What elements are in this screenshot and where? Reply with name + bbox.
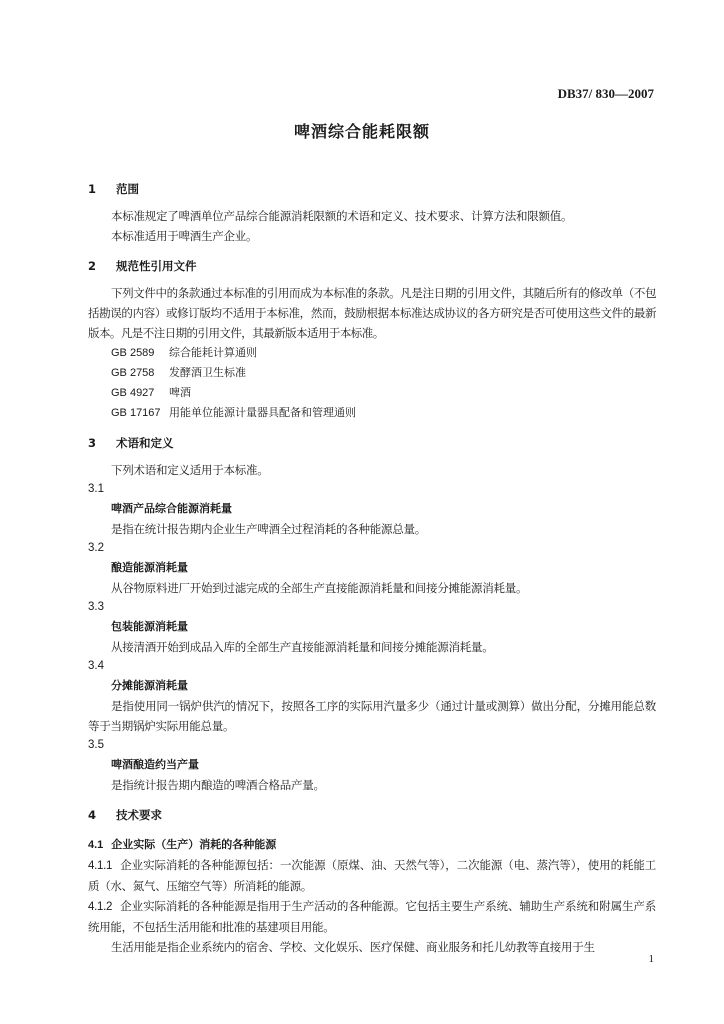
subsection-title: 企业实际（生产）消耗的各种能源 xyxy=(111,838,277,851)
reference-item xyxy=(111,403,656,423)
page-number: 1 xyxy=(648,953,654,965)
paragraph: 本标准适用于啤酒生产企业。 xyxy=(111,229,258,243)
standard-code: DB37/ 830—2007 xyxy=(557,86,654,101)
clause-number: 4.1.1 xyxy=(88,860,113,872)
paragraph: 下列术语和定义适用于本标准。 xyxy=(111,463,269,477)
reference-item xyxy=(111,383,656,403)
term-number: 3.4 xyxy=(88,660,104,672)
section-2-heading xyxy=(88,255,656,277)
term-name: 啤酒酿造约当产量 xyxy=(111,758,199,771)
term-definition: 从谷物原料进厂开始到过滤完成的全部生产直接能源消耗量和间接分摊能源消耗量。 xyxy=(111,581,528,595)
term-definition: 是指使用同一锅炉供汽的情况下，按照各工序的实际用汽量多少（通过计量或测算）做出分配，分摊用能总数等于当期锅炉实际用能总量。 xyxy=(88,699,656,733)
section-title: 规范性引用文件 xyxy=(116,259,197,273)
section-4-heading xyxy=(88,804,656,826)
reference-item xyxy=(111,363,656,383)
section-number: 3 xyxy=(88,436,97,450)
reference-code: GB 17167 xyxy=(111,407,161,419)
clause-4-1-2 xyxy=(88,896,656,937)
section-1-heading xyxy=(88,178,656,200)
clause-text: 企业实际消耗的各种能源包括：一次能源（原煤、油、天然气等），二次能源（电、蒸汽等），使用的耗能工质（水、氮气、压缩空气等）所消耗的能源。 xyxy=(88,858,656,893)
document-body xyxy=(88,178,656,957)
term-definition: 从接清酒开始到成品入库的全部生产直接能源消耗量和间接分摊能源消耗量。 xyxy=(111,640,494,654)
paragraph: 本标准规定了啤酒单位产品综合能源消耗限额的术语和定义、技术要求、计算方法和限额值。 xyxy=(111,209,573,223)
section-number: 4 xyxy=(88,808,97,822)
clause-4-1-1 xyxy=(88,855,656,896)
term-number: 3.1 xyxy=(88,483,104,495)
term-definition: 是指统计报告期内酿造的啤酒合格品产量。 xyxy=(111,778,325,792)
paragraph: 下列文件中的条款通过本标准的引用而成为本标准的条款。凡是注日期的引用文件，其随后所有的修改单（不包括勘误的内容）或修订版均不适用于本标准，然而，鼓励根据本标准达成协议的各方研究是否可使用这些文件的最新版本。凡是不注日期的引用文件，其最新版本适用于本标准。 xyxy=(88,286,656,340)
reference-code: GB 4927 xyxy=(111,387,155,399)
term-number: 3.5 xyxy=(88,739,104,751)
clause-number: 4.1.2 xyxy=(88,901,113,913)
section-number: 1 xyxy=(88,182,97,196)
section-title: 技术要求 xyxy=(116,808,162,822)
term-number: 3.2 xyxy=(88,542,104,554)
subsection-number: 4.1 xyxy=(88,839,104,851)
reference-title: 啤酒 xyxy=(169,386,191,399)
subsection-4-1-heading xyxy=(88,835,656,855)
reference-item xyxy=(111,343,656,363)
term-definition: 是指在统计报告期内企业生产啤酒全过程消耗的各种能源总量。 xyxy=(111,522,426,536)
term-number: 3.3 xyxy=(88,601,104,613)
section-number: 2 xyxy=(88,259,97,273)
reference-title: 用能单位能源计量器具配备和管理通则 xyxy=(169,406,356,419)
term-name: 酿造能源消耗量 xyxy=(111,561,188,574)
paragraph: 生活用能是指企业系统内的宿舍、学校、文化娱乐、医疗保健、商业服务和托儿幼教等直接用于生 xyxy=(111,940,595,954)
document-title: 啤酒综合能耗限额 xyxy=(293,122,430,141)
term-name: 包装能源消耗量 xyxy=(111,620,188,633)
reference-code: GB 2758 xyxy=(111,367,155,379)
section-title: 范围 xyxy=(116,182,139,196)
term-name: 啤酒产品综合能源消耗量 xyxy=(111,502,232,515)
clause-text: 企业实际消耗的各种能源是指用于生产活动的各种能源。它包括主要生产系统、辅助生产系统和附属生产系统用能，不包括生活用能和批准的基建项目用能。 xyxy=(88,899,656,934)
section-title: 术语和定义 xyxy=(116,436,174,450)
reference-title: 综合能耗计算通则 xyxy=(169,346,257,359)
term-name: 分摊能源消耗量 xyxy=(111,679,188,692)
reference-title: 发酵酒卫生标准 xyxy=(169,366,246,379)
section-3-heading xyxy=(88,432,656,454)
reference-code: GB 2589 xyxy=(111,347,155,359)
